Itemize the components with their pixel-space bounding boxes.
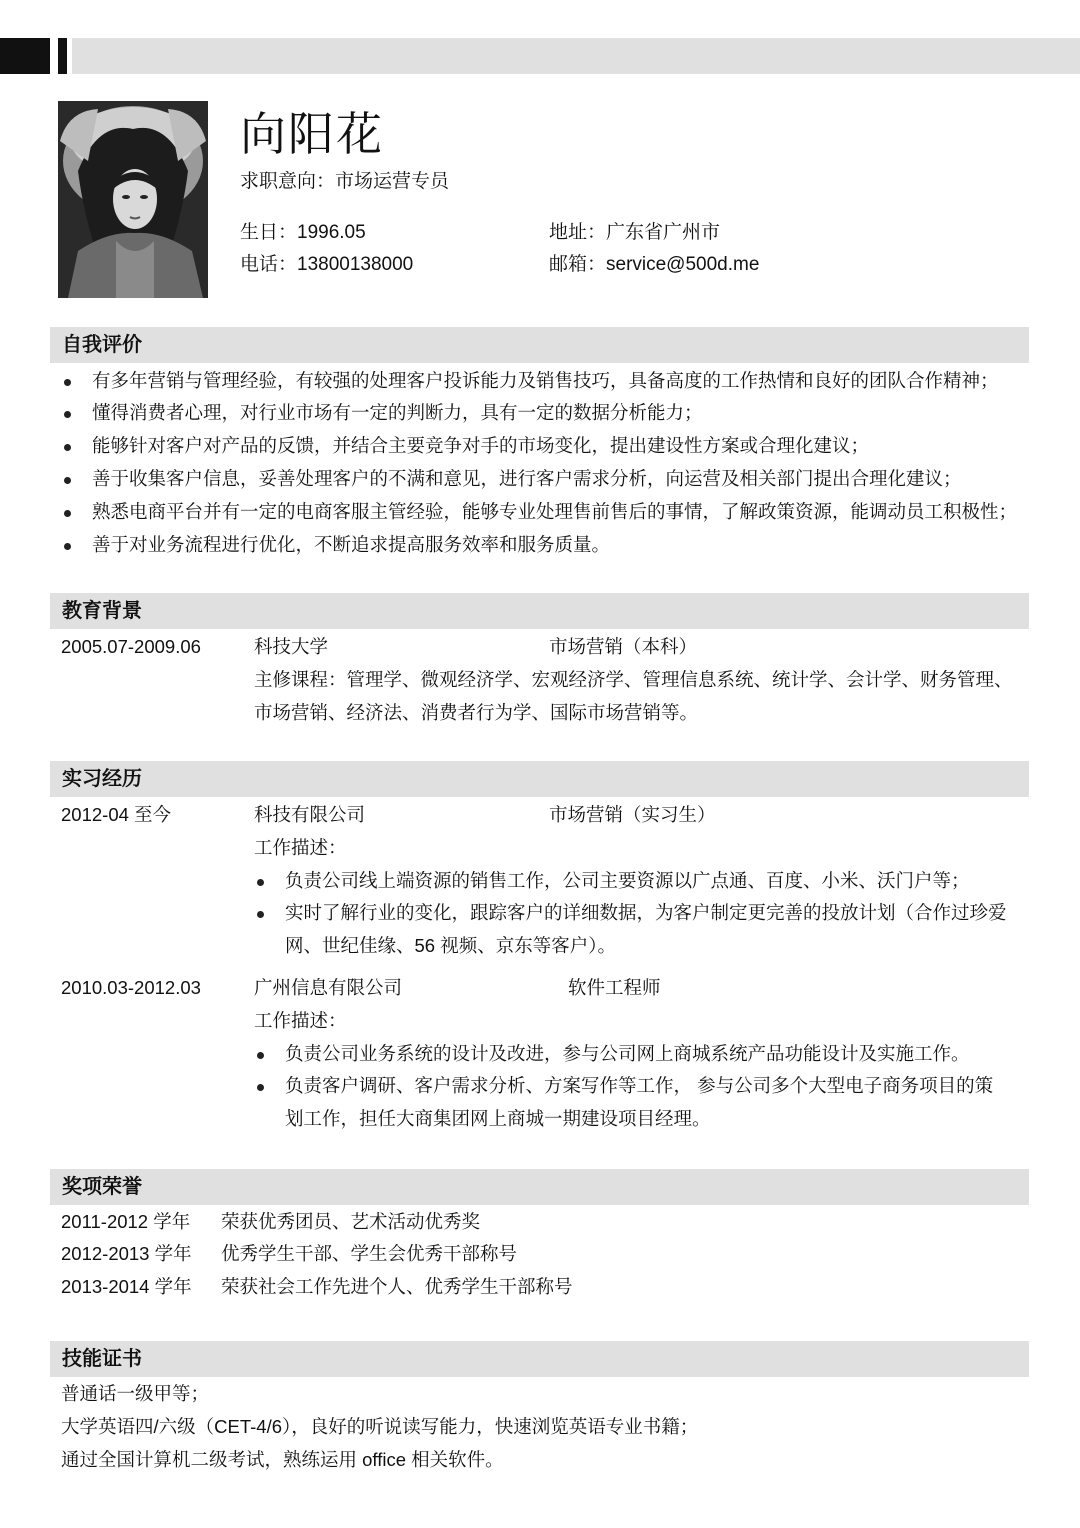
section-awards [50, 1169, 1029, 1205]
birth-date: 生日：1996.05 [240, 222, 366, 243]
award-text: 荣获优秀团员、艺术活动优秀奖 [221, 1211, 481, 1232]
job-desc-item-cont: 划工作，担任大商集团网上商城一期建设项目经理。 [285, 1108, 711, 1129]
bullet-icon [64, 411, 71, 418]
job-desc-item-cont: 网、世纪佳缘、56 视频、京东等客户）。 [285, 935, 616, 956]
job-desc-item: 负责公司业务系统的设计及改进，参与公司网上商城系统产品功能设计及实施工作。 [285, 1043, 970, 1064]
top-bar-stripe [58, 38, 67, 74]
skill-item: 大学英语四/六级（CET-4/6），良好的听说读写能力，快速浏览英语专业书籍； [61, 1416, 699, 1437]
section-title: 教育背景 [62, 600, 142, 622]
bullet-icon [64, 379, 71, 386]
job-period: 2010.03-2012.03 [61, 977, 201, 998]
section-education [50, 593, 1029, 629]
job-desc-item: 实时了解行业的变化，跟踪客户的详细数据，为客户制定更完善的投放计划（合作过珍爱 [285, 902, 1007, 923]
education-courses-cont: 市场营销、经济法、消费者行为学、国际市场营销等。 [254, 702, 699, 723]
email: 邮箱：service@500d.me [549, 254, 760, 275]
bullet-icon [64, 543, 71, 550]
section-self-eval [50, 327, 1029, 363]
job-intent: 求职意向：市场运营专员 [240, 171, 450, 192]
job-desc-item: 负责公司线上端资源的销售工作，公司主要资源以广点通、百度、小米、沃门户等； [285, 870, 970, 891]
award-year: 2012-2013 学年 [61, 1243, 192, 1264]
bullet-icon [257, 1052, 264, 1059]
list-item: 熟悉电商平台并有一定的电商客服主管经验，能够专业处理售前售后的事情，了解政策资源，能调动员工积极性； [92, 501, 1018, 522]
job-role: 市场营销（实习生） [549, 804, 716, 825]
section-internship [50, 761, 1029, 797]
award-year: 2013-2014 学年 [61, 1276, 192, 1297]
education-period: 2005.07-2009.06 [61, 636, 201, 657]
section-title: 实习经历 [62, 768, 142, 790]
skill-item: 普通话一级甲等； [61, 1383, 210, 1404]
job-desc-label: 工作描述： [254, 837, 347, 858]
skill-item: 通过全国计算机二级考试，熟练运用 office 相关软件。 [61, 1449, 504, 1470]
phone: 电话：13800138000 [240, 254, 414, 275]
section-skills [50, 1341, 1029, 1377]
job-company: 广州信息有限公司 [254, 977, 403, 998]
bullet-icon [257, 911, 264, 918]
list-item: 懂得消费者心理，对行业市场有一定的判断力，具有一定的数据分析能力； [92, 402, 703, 423]
education-school: 科技大学 [254, 636, 329, 657]
list-item: 善于对业务流程进行优化，不断追求提高服务效率和服务质量。 [92, 534, 611, 555]
award-year: 2011-2012 学年 [61, 1211, 191, 1232]
section-title: 奖项荣誉 [62, 1176, 142, 1198]
education-courses: 主修课程：管理学、微观经济学、宏观经济学、管理信息系统、统计学、会计学、财务管理、 [254, 669, 1013, 690]
award-text: 优秀学生干部、学生会优秀干部称号 [221, 1243, 518, 1264]
section-title: 自我评价 [62, 334, 142, 356]
award-text: 荣获社会工作先进个人、优秀学生干部称号 [221, 1276, 573, 1297]
list-item: 能够针对客户对产品的反馈，并结合主要竞争对手的市场变化，提出建设性方案或合理化建议； [92, 435, 870, 456]
section-title: 技能证书 [62, 1348, 142, 1370]
profile-photo [58, 101, 208, 298]
job-role: 软件工程师 [568, 977, 661, 998]
bullet-icon [64, 477, 71, 484]
bullet-icon [64, 510, 71, 517]
job-period: 2012-04 至今 [61, 804, 172, 825]
bullet-icon [257, 1084, 264, 1091]
bullet-icon [64, 444, 71, 451]
top-bar [72, 38, 1080, 74]
job-desc-label: 工作描述： [254, 1010, 347, 1031]
bullet-icon [257, 879, 264, 886]
top-bar-block [0, 38, 50, 74]
list-item: 善于收集客户信息，妥善处理客户的不满和意见，进行客户需求分析，向运营及相关部门提出合理化建议； [92, 468, 962, 489]
list-item: 有多年营销与管理经验，有较强的处理客户投诉能力及销售技巧，具备高度的工作热情和良好的团队合作精神； [92, 370, 999, 391]
job-company: 科技有限公司 [254, 804, 366, 825]
candidate-name: 向阳花 [240, 108, 384, 160]
education-major: 市场营销（本科） [549, 636, 698, 657]
address: 地址：广东省广州市 [549, 222, 721, 243]
job-desc-item: 负责客户调研、客户需求分析、方案写作等工作， 参与公司多个大型电子商务项目的策 [285, 1075, 994, 1096]
